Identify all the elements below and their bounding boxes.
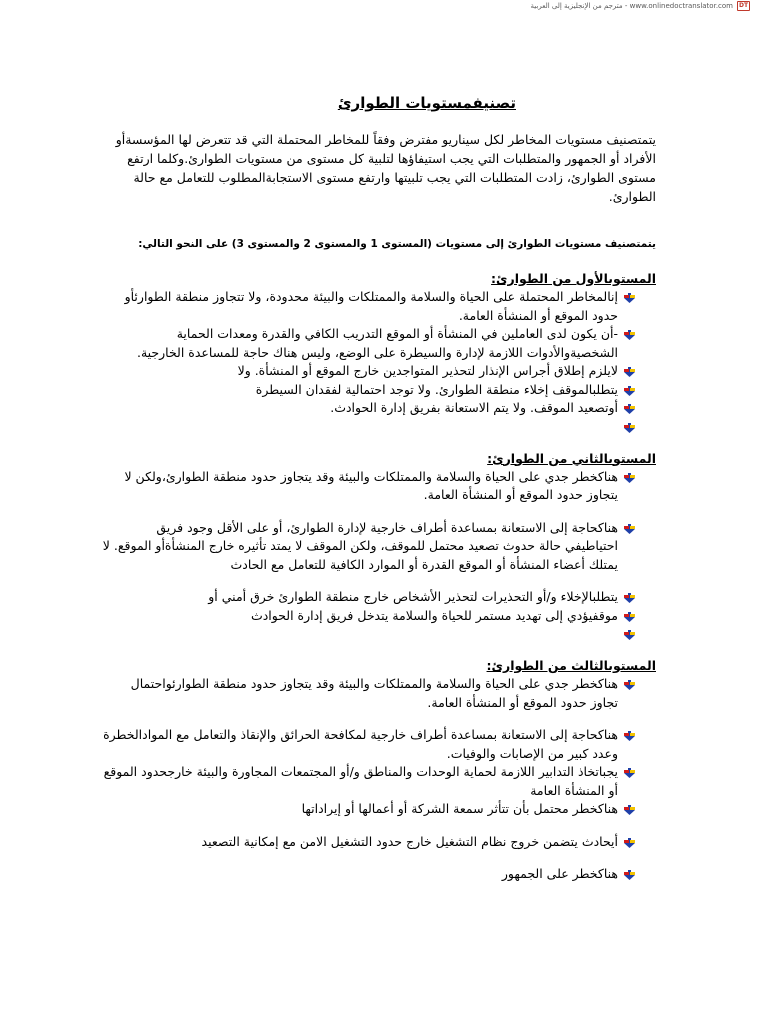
list-item bbox=[100, 800, 656, 819]
document-page bbox=[100, 92, 656, 884]
list-item-text: موقفيؤدي إلى تهديد مستمر للحياة والسلامة يتدخل فريق إدارة الحوادث bbox=[250, 607, 618, 623]
list-item bbox=[100, 468, 656, 505]
list-item-empty bbox=[100, 418, 656, 432]
list-item bbox=[100, 325, 656, 362]
arrow-bullet-icon bbox=[623, 868, 636, 880]
level-1-section bbox=[100, 270, 656, 432]
list-item-text: هناكحاجة إلى الاستعانة بمساعدة أطراف خارجية لإدارة الطوارئ، أو على الأقل وجود فريق احتياطيفي حالة حدوث تصعيد محتمل للموقف، ولكن الموقف لا يمتد تأثيره خارج المنشأةأو الموقع. لا يمتلك أعضاء المنشأة أو الموقع القدرة أو الموارد الكافية للتعامل مع الحادث bbox=[102, 519, 618, 572]
list-item-text: هناكخطر جدي على الحياة والسلامة والممتلكات والبيئة وقد يتجاوز حدود منطقة الطوارئ،ولكن لا يتجاوز حدود الموقع أو المنشأة العامة. bbox=[124, 468, 618, 502]
list-item-text: أوتصعيد الموقف. ولا يتم الاستعانة بفريق إدارة الحوادث. bbox=[330, 400, 618, 415]
arrow-bullet-icon bbox=[623, 803, 636, 815]
arrow-bullet-icon bbox=[623, 471, 636, 483]
level-2-heading: المستوىالثاني من الطوارئ: bbox=[487, 450, 656, 466]
list-item bbox=[100, 865, 656, 884]
list-item-text: أيحادث يتضمن خروج نظام التشغيل خارج حدود التشغيل الامن مع إمكانية التصعيد bbox=[201, 833, 618, 849]
arrow-bullet-icon bbox=[623, 836, 636, 848]
list-item bbox=[100, 763, 656, 800]
level-1-heading: المستوىالأول من الطوارئ: bbox=[491, 271, 656, 286]
list-item-text: هناكخطر محتمل بأن تتأثر سمعة الشركة أو أعمالها أو إيراداتها bbox=[301, 801, 618, 816]
list-item-text: -أن يكون لدى العاملين في المنشأة أو الموقع التدريب الكافي والقدرة ومعدات الحماية الشخصيةوالأدوات اللازمة لإدارة والسيطرة على الوضع، وليس هناك حاجة للمساعدة الخارجية. bbox=[136, 326, 618, 360]
translator-logo-icon: DT bbox=[738, 2, 749, 9]
arrow-bullet-icon bbox=[623, 522, 636, 534]
level-3-list bbox=[100, 675, 656, 884]
list-item bbox=[100, 588, 656, 607]
list-item-text: يجباتخاذ التدابير اللازمة لحماية الوحدات والمناطق و/أو المجتمعات المجاورة والبيئة خارجحدود الموقع أو المنشأة العامة bbox=[103, 764, 618, 798]
list-item bbox=[100, 675, 656, 712]
list-item-text: يتطلبالموقف إخلاء منطقة الطوارئ. ولا توجد احتمالية لفقدان السيطرة bbox=[255, 381, 618, 397]
list-item-text: هناكحاجة إلى الاستعانة بمساعدة أطراف خارجية لمكافحة الحرائق والإنقاذ والتعامل مع الموادالخطرة وعدد كبير من الإصابات والوفيات. bbox=[103, 727, 618, 761]
arrow-bullet-icon bbox=[623, 365, 636, 377]
level-1-list bbox=[100, 288, 656, 432]
list-item-text: إنالمخاطر المحتملة على الحياة والسلامة والممتلكات والبيئة محدودة، ولا تتجاوز منطقة الطوارئأو حدود الموقع أو المنشأة العامة. bbox=[124, 289, 618, 323]
document-title: تصنيفمستويات الطوارئ bbox=[337, 94, 516, 112]
arrow-bullet-icon bbox=[623, 678, 636, 690]
list-item bbox=[100, 519, 656, 575]
list-item bbox=[100, 288, 656, 325]
arrow-bullet-icon bbox=[623, 610, 636, 622]
level-2-list bbox=[100, 468, 656, 640]
level-3-heading: المستوىالثالث من الطوارئ: bbox=[486, 658, 656, 673]
translator-bar-text: www.onlinedoctranslator.com - مترجم من الإنجليزية إلى العربية bbox=[530, 2, 733, 10]
arrow-bullet-icon bbox=[623, 402, 636, 414]
arrow-bullet-icon bbox=[623, 766, 636, 778]
level-3-section bbox=[100, 657, 656, 884]
arrow-bullet-icon bbox=[623, 384, 636, 396]
arrow-bullet-icon bbox=[623, 729, 636, 741]
list-item bbox=[100, 381, 656, 400]
levels-subheading: يتمتصنيف مستويات الطوارئ إلى مستويات (المستوى 1 والمستوى 2 والمستوى 3) على النحو التالي: bbox=[138, 238, 656, 250]
arrow-bullet-icon bbox=[623, 628, 636, 640]
intro-paragraph: يتمتصنيف مستويات المخاطر لكل سيناريو مفترض وفقاً للمخاطر المحتملة التي قد تتعرض لها المؤسسةأو الأفراد أو الجمهور والمتطلبات التي يجب استيفاؤها لتلبية كل مستوى من مستويات الطوارئ.وكلما ارتفع مستوى الطوارئ، زادت المتطلبات التي يجب تلبيتها وارتفع مستوى الاستجابةالمطلوب للتعامل مع حالة الطوارئ. bbox=[115, 132, 656, 204]
list-item-text: هناكخطر جدي على الحياة والسلامة والممتلكات والبيئة وقد يتجاوز حدود منطقة الطوارئواحتمال تجاوز حدود الموقع أو المنشأة العامة. bbox=[130, 676, 618, 710]
list-item-text: هناكخطر على الجمهور bbox=[501, 866, 618, 881]
translator-bar bbox=[531, 0, 750, 12]
arrow-bullet-icon bbox=[623, 328, 636, 340]
list-item bbox=[100, 399, 656, 418]
list-item-text: يتطلبالإخلاء و/أو التحذيرات لتحذير الأشخاص خارج منطقة الطوارئ خرق أمني أو bbox=[208, 589, 618, 604]
list-item bbox=[100, 833, 656, 852]
arrow-bullet-icon bbox=[623, 291, 636, 303]
list-item-text: لايلزم إطلاق أجراس الإنذار لتحذير المتواجدين خارج الموقع أو المنشأة. ولا bbox=[237, 363, 618, 378]
list-item bbox=[100, 726, 656, 763]
arrow-bullet-icon bbox=[623, 591, 636, 603]
list-item-empty bbox=[100, 625, 656, 639]
level-2-section bbox=[100, 450, 656, 640]
list-item bbox=[100, 607, 656, 626]
arrow-bullet-icon bbox=[623, 421, 636, 433]
list-item bbox=[100, 362, 656, 381]
